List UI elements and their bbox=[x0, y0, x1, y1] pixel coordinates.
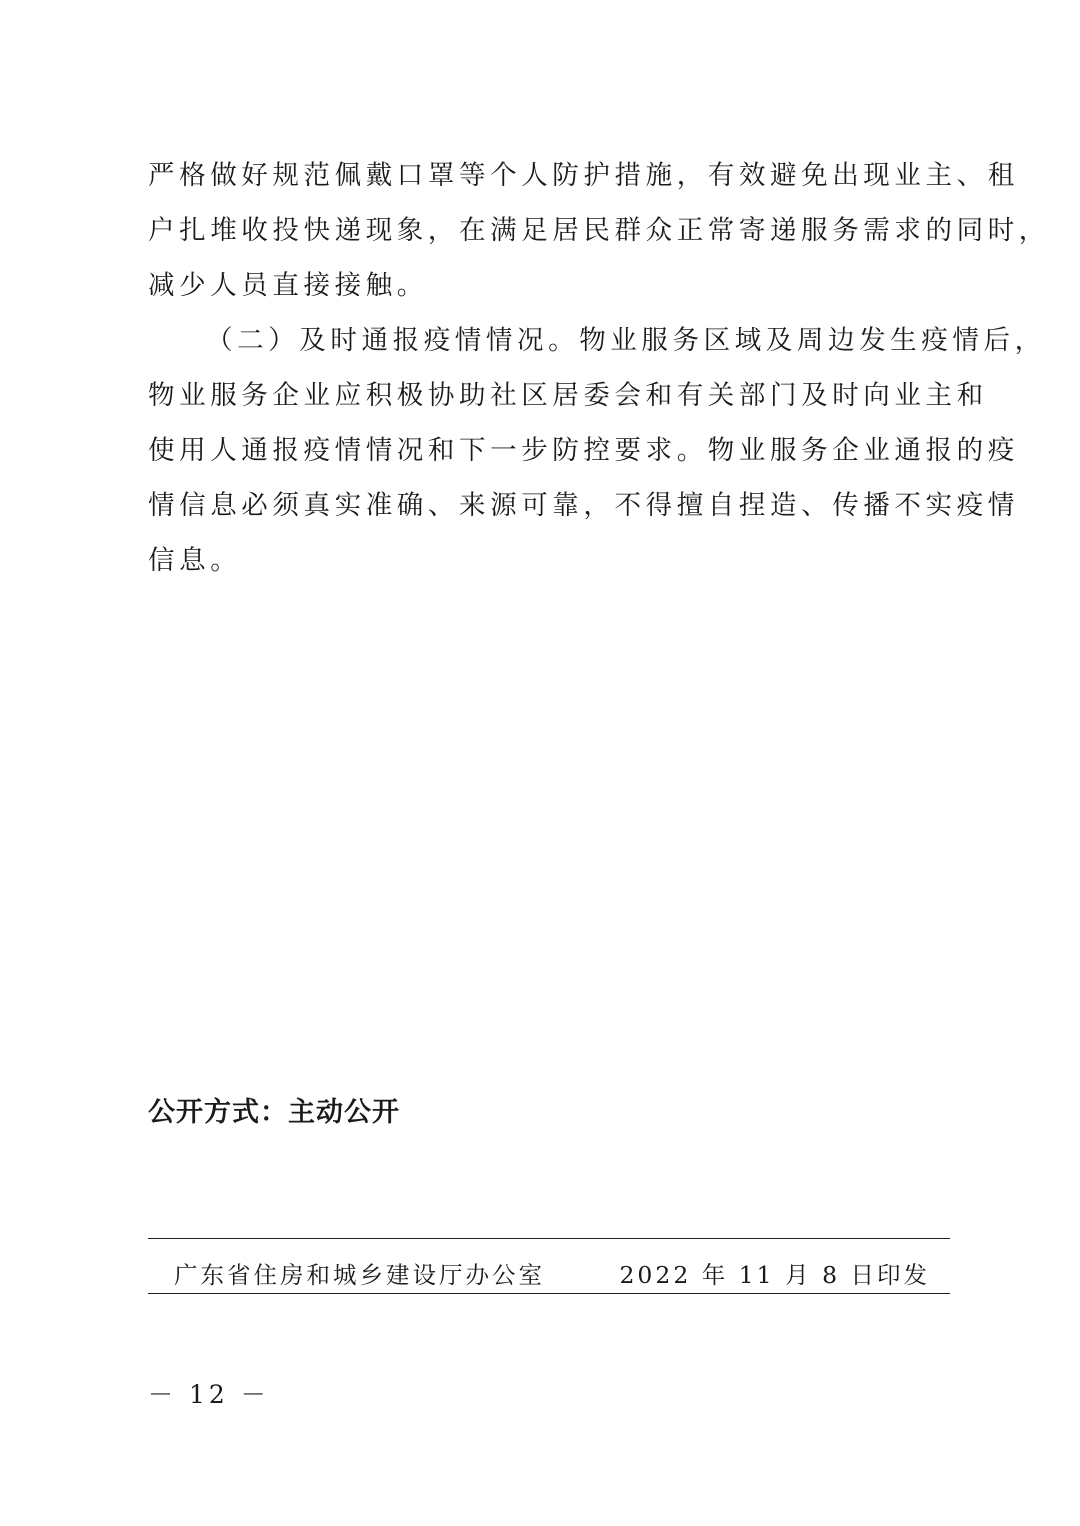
paragraph-line: 户扎堆收投快递现象，在满足居民群众正常寄递服务需求的同时， bbox=[148, 215, 1050, 246]
paragraph-line: 信息。 bbox=[148, 545, 242, 576]
paragraph-line: 减少人员直接接触。 bbox=[148, 270, 428, 301]
issuer-name: 广东省住房和城乡建设厅办公室 bbox=[174, 1261, 545, 1289]
paragraph-2 bbox=[148, 313, 1046, 588]
footer-top-rule bbox=[148, 1238, 950, 1239]
issuance-footer bbox=[174, 1250, 930, 1290]
paragraph-line: 使用人通报疫情情况和下一步防控要求。物业服务企业通报的疫 bbox=[148, 435, 1019, 466]
body-text bbox=[148, 148, 1050, 588]
disclosure-method: 公开方式：主动公开 bbox=[148, 1097, 400, 1128]
issue-date: 2022 年 11 月 8 日印发 bbox=[619, 1261, 930, 1289]
paragraph-line: 严格做好规范佩戴口罩等个人防护措施，有效避免出现业主、租 bbox=[148, 160, 1019, 191]
footer-bottom-rule bbox=[148, 1293, 950, 1294]
paragraph-1 bbox=[148, 148, 1050, 313]
paragraph-line: 物业服务企业应积极协助社区居委会和有关部门及时向业主和 bbox=[148, 380, 988, 411]
paragraph-line: （二）及时通报疫情情况。物业服务区域及周边发生疫情后， bbox=[206, 325, 1046, 356]
paragraph-line: 情信息必须真实准确、来源可靠，不得擅自捏造、传播不实疫情 bbox=[148, 490, 1019, 521]
page-number: － 12 － bbox=[148, 1380, 270, 1409]
